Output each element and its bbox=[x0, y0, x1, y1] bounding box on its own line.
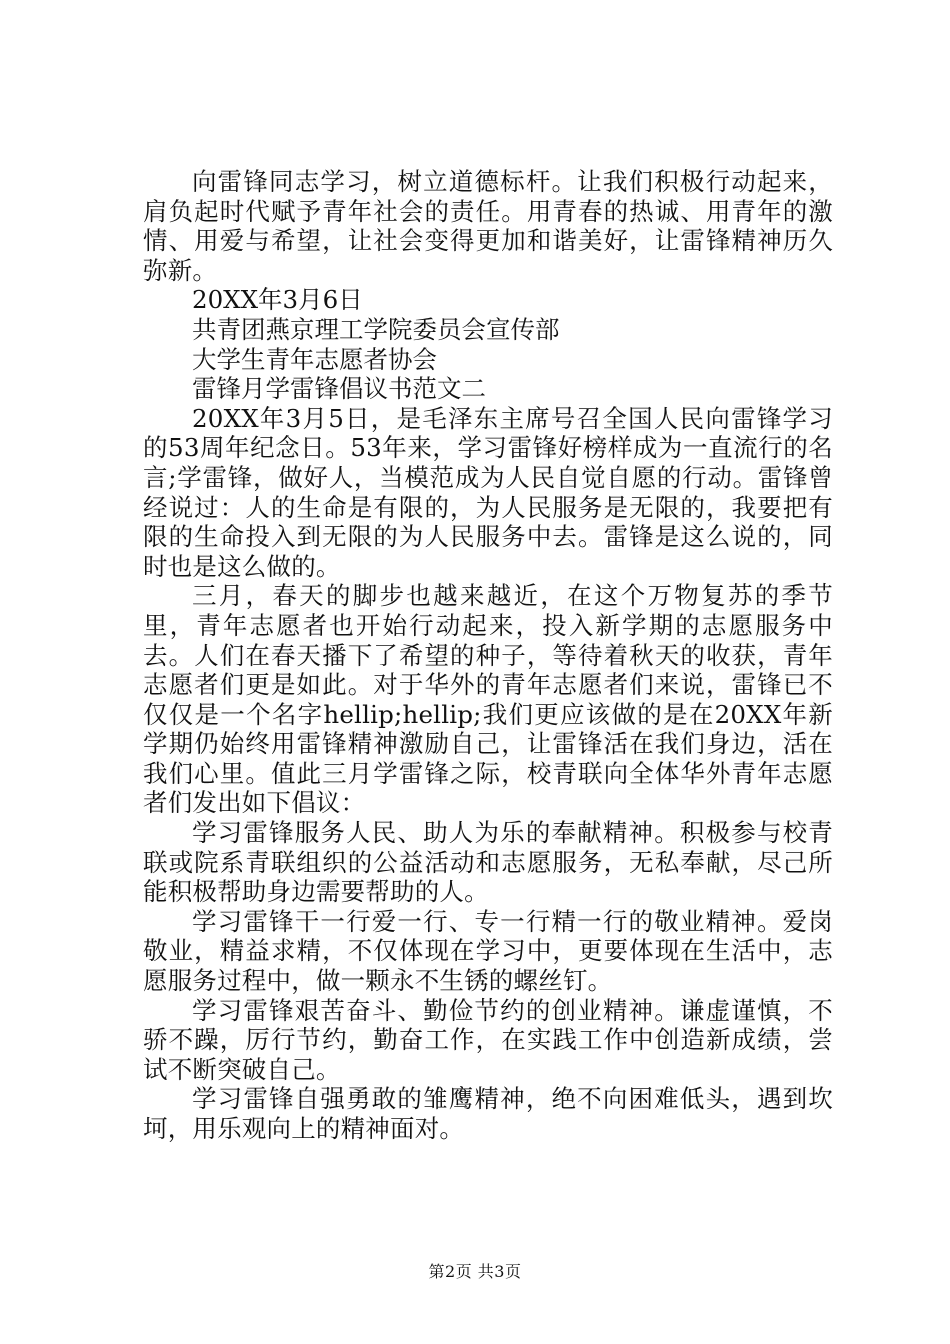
paragraph-proposal-2: 学习雷锋干一行爱一行、专一行精一行的敬业精神。爱岗敬业，精益求精，不仅体现在学习中，更要体现在生活中，志愿服务过程中，做一颗永不生锈的螺丝钉。 bbox=[143, 906, 833, 996]
paragraph-march: 三月，春天的脚步也越来越近，在这个万物复苏的季节里，青年志愿者也开始行动起来，投入新学期的志愿服务中去。人们在春天播下了希望的种子，等待着秋天的收获，青年志愿者们更是如此。对于华外的青年志愿者们来说，雷锋已不仅仅是一个名字hellip;hellip;我们更应该做的是在20XX年新学期仍始终用雷锋精神激励自己，让雷锋活在我们身边，活在我们心里。值此三月学雷锋之际，校青联向全体华外青年志愿者们发出如下倡议： bbox=[143, 581, 833, 818]
paragraph-appeal-closing: 向雷锋同志学习，树立道德标杆。让我们积极行动起来，肩负起时代赋予青年社会的责任。用青春的热诚、用青年的激情、用爱与希望，让社会变得更加和谐美好，让雷锋精神历久弥新。 bbox=[143, 167, 833, 285]
date-line: 20XX年3月6日 bbox=[192, 285, 363, 315]
page-number-footer: 第2页 共3页 bbox=[428, 1262, 522, 1281]
paragraph-proposal-3: 学习雷锋艰苦奋斗、勤俭节约的创业精神。谦虚谨慎，不骄不躁，厉行节约，勤奋工作，在实践工作中创造新成绩，尝试不断突破自己。 bbox=[143, 995, 833, 1084]
signature-org-2: 大学生青年志愿者协会 bbox=[192, 344, 437, 374]
paragraph-proposal-1: 学习雷锋服务人民、助人为乐的奉献精神。积极参与校青联或院系青联组织的公益活动和志愿服务，无私奉献，尽己所能积极帮助身边需要帮助的人。 bbox=[143, 818, 833, 907]
paragraph-proposal-4: 学习雷锋自强勇敢的雏鹰精神，绝不向困难低头，遇到坎坷，用乐观向上的精神面对。 bbox=[143, 1084, 833, 1143]
document-body bbox=[143, 167, 833, 1144]
section-title: 雷锋月学雷锋倡议书范文二 bbox=[192, 374, 486, 404]
signature-org-1: 共青团燕京理工学院委员会宣传部 bbox=[192, 314, 560, 344]
paragraph-intro: 20XX年3月5日，是毛泽东主席号召全国人民向雷锋学习的53周年纪念日。53年来，学习雷锋好榜样成为一直流行的名言;学雷锋，做好人，当模范成为人民自觉自愿的行动。雷锋曾经说过：人的生命是有限的，为人民服务是无限的，我要把有限的生命投入到无限的为人民服务中去。雷锋是这么说的，同时也是这么做的。 bbox=[143, 403, 833, 581]
